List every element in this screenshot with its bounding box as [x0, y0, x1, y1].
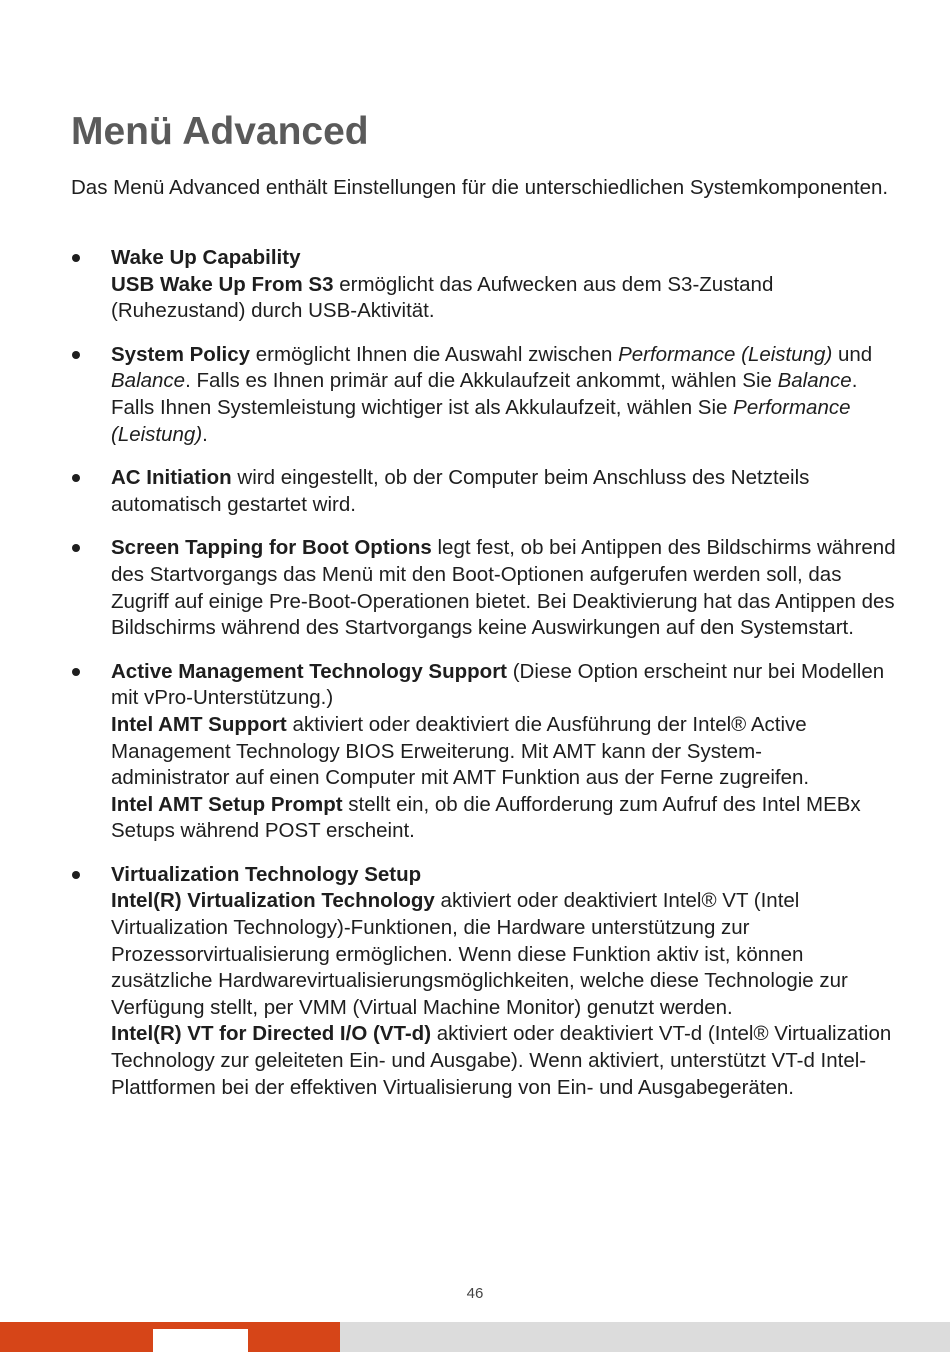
item-text: Performance (Leistung) [618, 342, 833, 366]
item-paragraph [111, 712, 897, 765]
item-text: Balance [777, 369, 852, 393]
item-text: aktiviert oder deaktiviert die Ausführung der Intel® Active Management Technology BIOS Erweiterung. Mit AMT kann der System- [111, 712, 807, 763]
item-text: legt fest, ob bei Antippen des Bildschirms während des Startvorgangs das Menü mit den Boot-Optionen aufgerufen werden soll, das Zugriff auf einige Pre-Boot-Operationen bietet. Bei Deaktivierung hat das Antippen des Bildschirms während des Startvorgangs keine Auswirkungen auf den Systemstart. [111, 536, 896, 640]
item-text: . Falls es Ihnen primär auf die Akkulaufzeit ankommt, wählen Sie [185, 369, 778, 393]
setting-name: USB Wake Up From S3 [111, 272, 334, 296]
setting-name: Intel AMT Support [111, 712, 287, 736]
setting-name: Virtualization Technology Setup [111, 862, 422, 886]
list-item [0, 342, 897, 448]
page-number: 46 [466, 1285, 484, 1302]
setting-name: Screen Tapping for Boot Options [111, 536, 432, 560]
setting-name: Intel(R) Virtualization Technology [111, 889, 435, 913]
item-text: administrator auf einen Computer mit AMT Funktion aus der Ferne zugreifen. [111, 766, 810, 790]
list-item [0, 862, 897, 1101]
setting-name: Intel(R) VT for Directed I/O (VT-d) [111, 1022, 432, 1046]
bullet-icon [72, 871, 80, 879]
item-paragraph [111, 272, 897, 325]
footer-bar [0, 1322, 950, 1352]
item-paragraph [111, 535, 897, 641]
item-paragraph [111, 888, 897, 1021]
page-title: Menü Advanced [71, 110, 369, 153]
bullet-icon [72, 351, 80, 359]
footer-accent-gray [340, 1322, 950, 1352]
footer-tab [153, 1329, 248, 1352]
list-item [0, 535, 897, 641]
list-item [0, 245, 897, 325]
setting-name: Intel AMT Setup Prompt [111, 792, 343, 816]
bullet-icon [72, 474, 80, 482]
item-paragraph [111, 792, 897, 845]
setting-name: AC Initiation [111, 466, 232, 490]
bullet-icon [72, 668, 80, 676]
item-paragraph [111, 465, 897, 518]
item-text: und [832, 342, 873, 366]
bullet-icon [72, 254, 80, 262]
item-text: ermöglicht das Aufwecken aus dem S3-Zustand (Ruhezustand) durch USB-Aktivität. [111, 272, 774, 323]
item-text: wird eingestellt, ob der Computer beim Anschluss des Netzteils automatisch gestartet wird. [111, 466, 810, 516]
setting-name: Wake Up Capability [111, 246, 301, 269]
item-paragraph [111, 862, 897, 889]
list-item [0, 465, 897, 518]
item-text: aktiviert oder deaktiviert VT-d (Intel® Virtualization Technology zur geleiteten Ein- und Ausgabe). Wenn aktiviert, unterstützt VT-d Intel-Plattformen bei der effektiven Virtualisierung von Ein- und Ausgabegeräten. [111, 1022, 892, 1099]
item-text: Performance (Leistung) [111, 395, 851, 446]
setting-name: Active Management Technology Support [111, 659, 507, 683]
item-text: . Falls Ihnen Systemleistung wichtiger ist als Akkulaufzeit, wählen Sie [111, 369, 858, 419]
item-text: (Diese Option erscheint nur bei Modellen mit vPro-Unterstützung.) [111, 659, 885, 710]
item-paragraph [111, 765, 897, 792]
item-paragraph [111, 1021, 897, 1101]
item-text: Balance [111, 369, 186, 393]
item-paragraph [111, 245, 897, 272]
item-paragraph [111, 659, 897, 712]
setting-name: System Policy [111, 342, 251, 366]
item-text: . [202, 422, 208, 446]
item-text: stellt ein, ob die Aufforderung zum Aufruf des Intel MEBx Setups während POST erscheint. [111, 792, 861, 843]
bullet-icon [72, 544, 80, 552]
item-text: ermöglicht Ihnen die Auswahl zwischen [250, 342, 619, 366]
settings-list [0, 245, 950, 1101]
intro-paragraph: Das Menü Advanced enthält Einstellungen für die unterschiedlichen Systemkomponenten. [71, 176, 889, 199]
item-paragraph [111, 342, 897, 448]
list-item [0, 659, 897, 845]
item-text: aktiviert oder deaktiviert Intel® VT (Intel Virtualization Technology)-Funktionen, die Hardware unterstützung zur Prozessorvirtualisierung ermöglichen. Wenn diese Funktion aktiv ist, können zusätzliche Hardwarevirtualisierungsmöglichkeiten, welche diese Technologie zur Verfügung stellt, per VMM (Virtual Machine Monitor) genutzt werden. [111, 889, 848, 1019]
